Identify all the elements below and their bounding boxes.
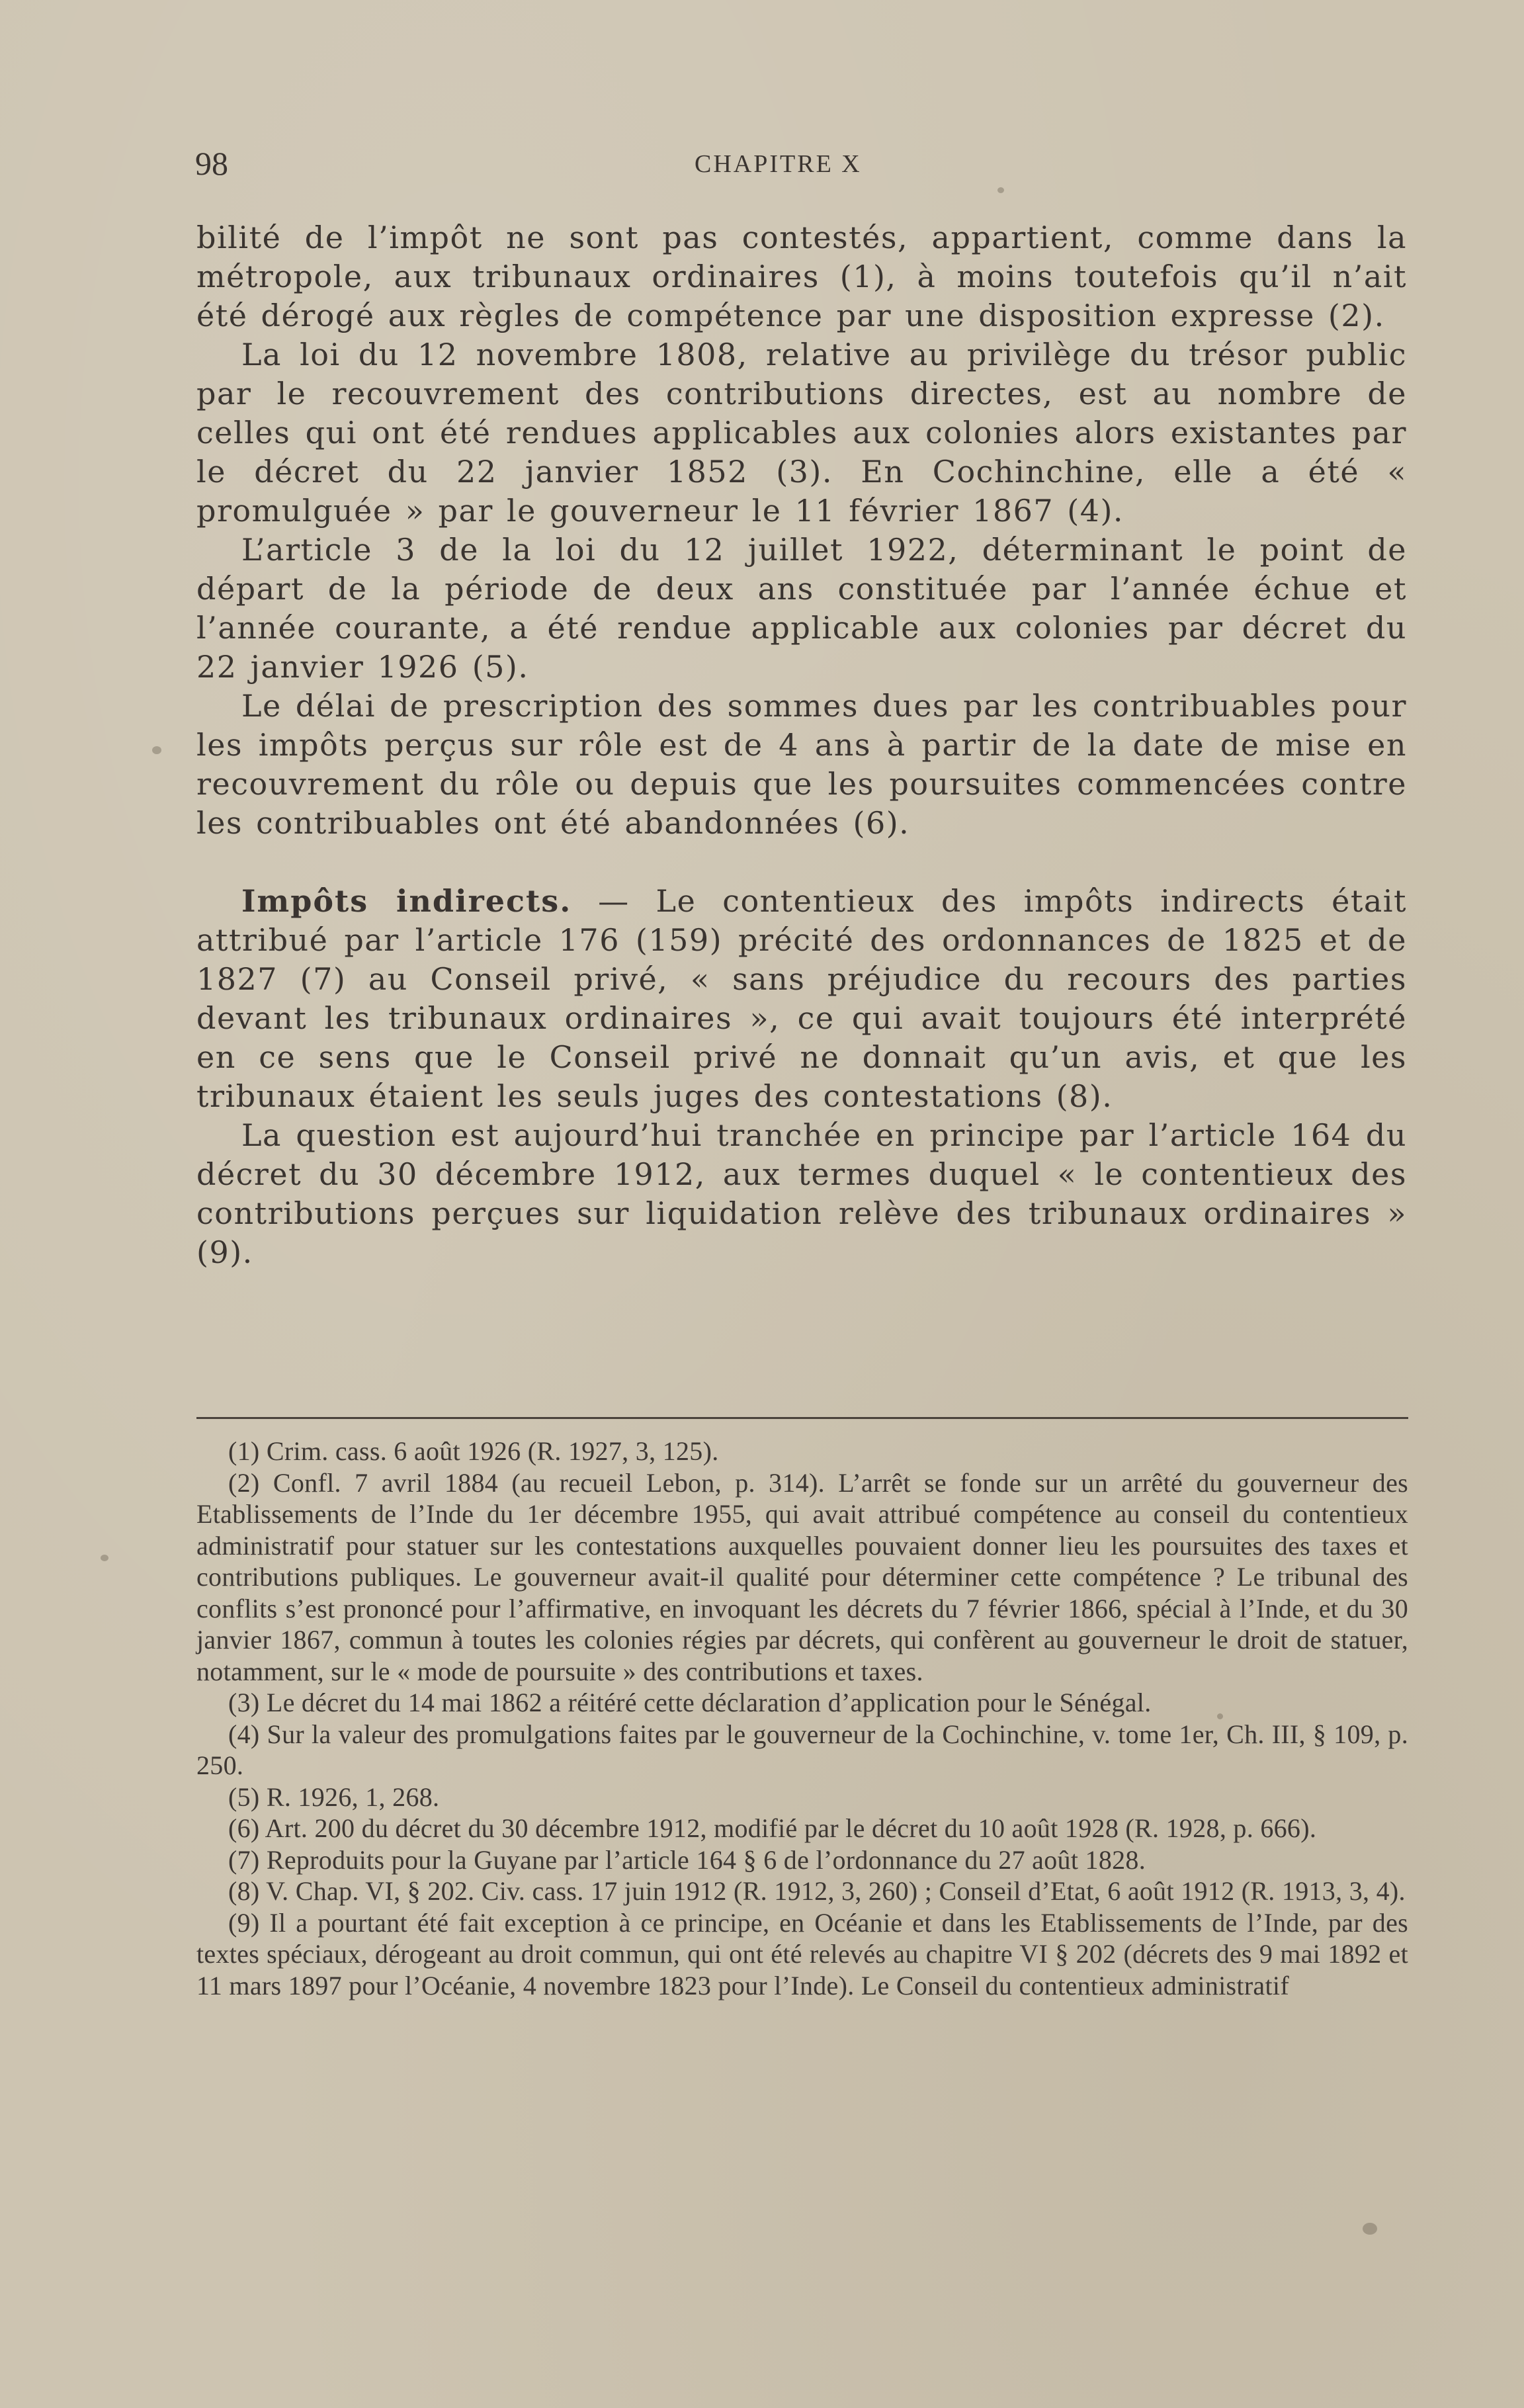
footnote-6: (6) Art. 200 du décret du 30 décembre 1912, modifié par le décret du 10 août 1928 (R. 1928, p. 666).	[228, 1813, 1317, 1843]
paragraph-5	[196, 882, 1407, 1116]
paper-speck	[152, 746, 161, 754]
paragraph-4: Le délai de prescription des sommes dues par les contribuables pour les impôts perçus sur rôle est de 4 ans à partir de la date de mise en recouvrement du rôle ou depuis que les poursuites commencées contre les contribuables ont été abandonnées (6).	[196, 688, 1407, 841]
footnote-5: (5) R. 1926, 1, 268.	[228, 1782, 440, 1812]
footnote-divider	[196, 1417, 1408, 1419]
page-number: 98	[195, 145, 228, 182]
footnote-2: (2) Confl. 7 avril 1884 (au recueil Lebon, p. 314). L’arrêt se fonde sur un arrêté du gouverneur des Etablissements de l’Inde du 1er décembre 1955, qui avait attribué compétence au conseil du contentieux administratif pour statuer sur les contestations auxquelles pouvaient donner lieu les poursuites des taxes et contributions publiques. Le gouverneur avait-il qualité pour déterminer cette compétence ? Le tribunal des conflits s’est prononcé pour l’affirmative, en invoquant les décrets du 7 février 1866, spécial à l’Inde, et du 30 janvier 1867, commun à toutes les colonies régies par décrets, qui confèrent au gouverneur le droit de statuer, notamment, sur le « mode de poursuite » des contributions et taxes.	[196, 1467, 1408, 1686]
running-head: CHAPITRE X	[695, 150, 862, 178]
footnote-7: (7) Reproduits pour la Guyane par l’article 164 § 6 de l’ordonnance du 27 août 1828.	[228, 1844, 1146, 1875]
footnote-9: (9) Il a pourtant été fait exception à ce principe, en Océanie et dans les Etablissements de l’Inde, par des textes spéciaux, dérogeant au droit commun, qui ont été relevés au chapitre VI § 202 (décrets des 9 mai 1892 et 11 mars 1897 pour l’Océanie, 4 novembre 1823 pour l’Inde). Le Conseil du contentieux administratif	[196, 1907, 1408, 2000]
footnote-4: (4) Sur la valeur des promulgations faites par le gouverneur de la Cochinchine, v. tome 1er, Ch. III, § 109, p. 250.	[196, 1719, 1408, 1780]
paper-speck	[1217, 1713, 1223, 1719]
main-text	[196, 218, 1407, 1272]
footnotes	[196, 1436, 1408, 2001]
paragraph-5-text: — Le contentieux des impôts indirects était attribué par l’article 176 (159) précité des ordonnances de 1825 et de 1827 (7) au Conseil privé, « sans préjudice du recours des parties devant les tribunaux ordinaires », ce qui avait toujours été interprété en ce sens que le Conseil privé ne donnait qu’un avis, et que les tribunaux étaient les seuls juges des contestations (8).	[196, 883, 1407, 1114]
footnote-1: (1) Crim. cass. 6 août 1926 (R. 1927, 3, 125).	[228, 1436, 719, 1466]
paragraph-6: La question est aujourd’hui tranchée en principe par l’article 164 du décret du 30 décembre 1912, aux termes duquel « le contentieux des contributions perçues sur liquidation relève des tribunaux ordinaires » (9).	[196, 1117, 1407, 1270]
paper-speck	[101, 1555, 108, 1561]
paragraph-2: La loi du 12 novembre 1808, relative au privilège du trésor public par le recouvrement des contributions directes, est au nombre de celles qui ont été rendues applicables aux colonies alors existantes par le décret du 22 janvier 1852 (3). En Cochinchine, elle a été « promulguée » par le gouverneur le 11 février 1867 (4).	[196, 337, 1407, 529]
footnote-3: (3) Le décret du 14 mai 1862 a réitéré cette déclaration d’application pour le Sénégal.	[228, 1688, 1152, 1717]
section-title: Impôts indirects.	[241, 883, 572, 919]
paper-speck	[1363, 2223, 1377, 2235]
page-header	[195, 144, 1407, 184]
paper-speck	[997, 187, 1004, 193]
paragraph-3: L’article 3 de la loi du 12 juillet 1922, déterminant le point de départ de la période de deux ans constituée par l’année échue et l’année courante, a été rendue applicable aux colonies par décret du 22 janvier 1926 (5).	[196, 532, 1407, 685]
paragraph-1: bilité de l’impôt ne sont pas contestés, appartient, comme dans la métropole, aux tribunaux ordinaires (1), à moins toutefois qu’il n’ait été dérogé aux règles de compétence par une disposition expresse (2).	[196, 220, 1407, 333]
footnote-8: (8) V. Chap. VI, § 202. Civ. cass. 17 juin 1912 (R. 1912, 3, 260) ; Conseil d’Etat, 6 août 1912 (R. 1913, 3, 4).	[228, 1876, 1406, 1906]
